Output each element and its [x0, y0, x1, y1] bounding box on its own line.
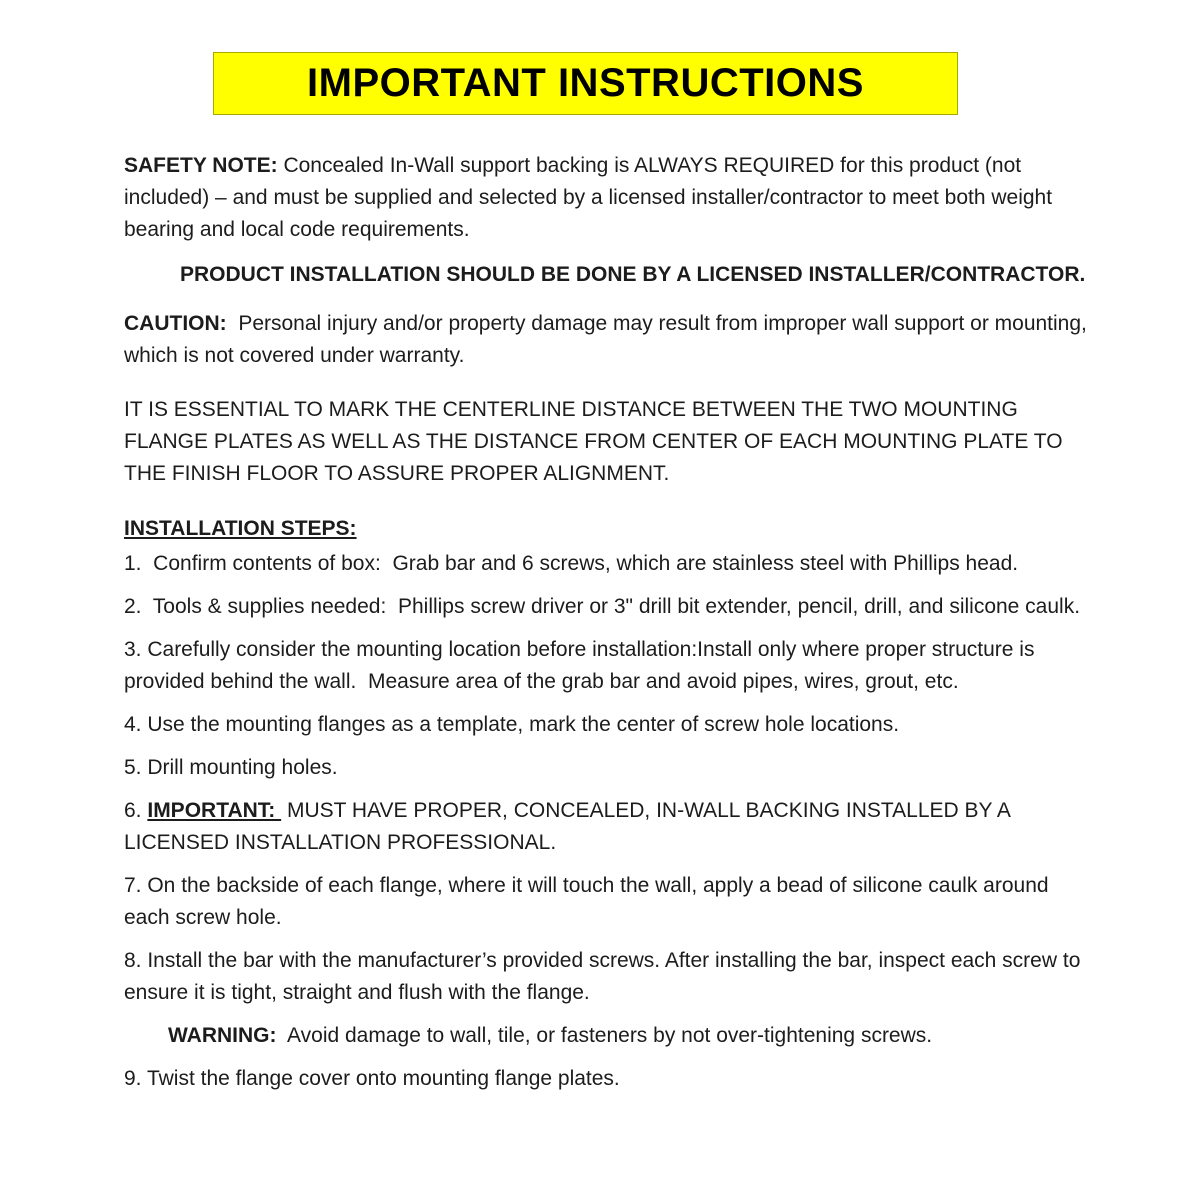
safety-note-label: SAFETY NOTE: — [124, 154, 278, 177]
caution-label: CAUTION: — [124, 312, 227, 335]
product-installation-notice: PRODUCT INSTALLATION SHOULD BE DONE BY A LICENSED INSTALLER/CONTRACTOR. — [180, 263, 1086, 286]
step-6-number: 6. — [124, 799, 148, 822]
step-2: 2. Tools & supplies needed: Phillips screw driver or 3" drill bit extender, pencil, drill, and silicone caulk. — [124, 595, 1081, 618]
caution-text: Personal injury and/or property damage may result from improper wall support or mounting, which is not covered under warranty. — [124, 312, 1093, 367]
installation-steps-heading — [124, 513, 1090, 545]
safety-note-text: Concealed In-Wall support backing is ALWAYS REQUIRED for this product (not included) – and must be supplied and selected by a licensed installer/contractor to meet both weight bearing and local code requirements. — [124, 154, 1058, 241]
centerline-notice-paragraph: IT IS ESSENTIAL TO MARK THE CENTERLINE DISTANCE BETWEEN THE TWO MOUNTING FLANGE PLATES AS WELL AS THE DISTANCE FROM CENTER OF EACH MOUNTING PLATE TO THE FINISH FLOOR TO ASSURE PROPER ALIGNMENT. — [124, 398, 1069, 485]
page-title: IMPORTANT INSTRUCTIONS — [307, 61, 864, 105]
safety-note-paragraph — [124, 150, 1090, 246]
step-3: 3. Carefully consider the mounting location before installation:Install only where proper structure is provided behind the wall. Measure area of the grab bar and avoid pipes, wires, grout, etc. — [124, 638, 1041, 693]
step-6-important-label: IMPORTANT: — [147, 799, 282, 822]
step-8: 8. Install the bar with the manufacturer’s provided screws. After installing the bar, inspect each screw to ensure it is tight, straight and flush with the flange. — [124, 949, 1087, 1004]
step-6-text: MUST HAVE PROPER, CONCEALED, IN-WALL BACKING INSTALLED BY A LICENSED INSTALLATION PROFESSIONAL. — [124, 799, 1016, 854]
step-6 — [124, 795, 1090, 859]
caution-paragraph — [124, 308, 1093, 372]
step-5: 5. Drill mounting holes. — [124, 756, 338, 779]
warning-label: WARNING: — [168, 1024, 277, 1047]
warning-text: Avoid damage to wall, tile, or fasteners by not over-tightening screws. — [276, 1024, 933, 1047]
step-7: 7. On the backside of each flange, where it will touch the wall, apply a bead of silicone caulk around each screw hole. — [124, 874, 1055, 929]
step-4: 4. Use the mounting flanges as a template, mark the center of screw hole locations. — [124, 713, 900, 736]
title-banner — [213, 52, 958, 115]
warning-paragraph — [168, 1020, 1090, 1052]
step-9: 9. Twist the flange cover onto mounting flange plates. — [124, 1067, 620, 1090]
step-1: 1. Confirm contents of box: Grab bar and 6 screws, which are stainless steel with Phillips head. — [124, 552, 1019, 575]
installation-steps-heading-text: INSTALLATION STEPS: — [124, 517, 357, 540]
document-body — [124, 150, 1093, 1095]
